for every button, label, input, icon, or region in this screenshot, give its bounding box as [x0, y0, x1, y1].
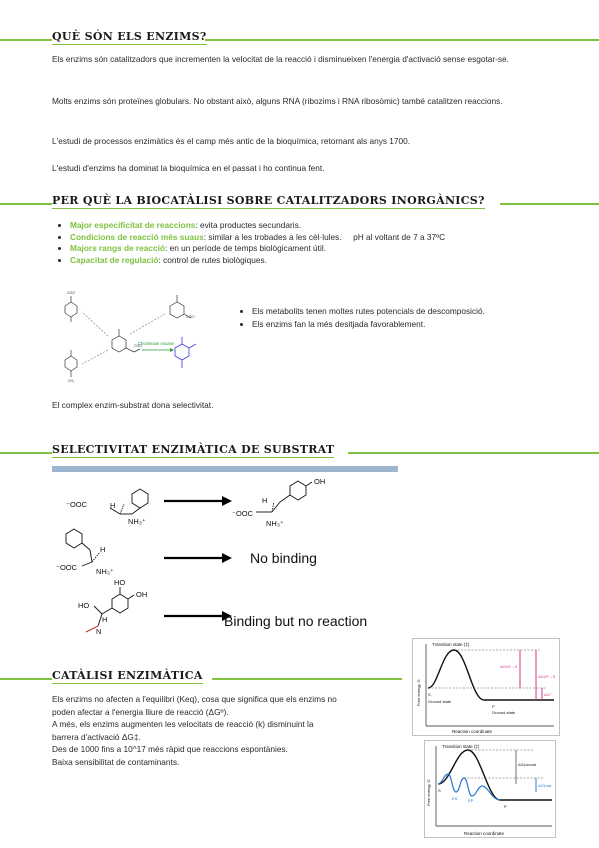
svg-text:OH: OH	[314, 477, 326, 486]
svg-text:HO: HO	[114, 578, 126, 587]
list-item: • Els metabolits tenen moltes rutes potencials de descomposició.	[252, 305, 582, 318]
svg-text:Transition state (‡): Transition state (‡)	[442, 744, 480, 749]
list-item: • Els enzims fan la més desitjada favorablement.	[252, 318, 582, 331]
list-item: • Majors rangs de reacció: en un període de temps biològicament útil.	[70, 243, 570, 255]
section-divider-2-right	[500, 203, 599, 205]
svg-text:Free energy, G: Free energy, G	[416, 679, 421, 706]
svg-text:NH₃⁺: NH₃⁺	[128, 517, 146, 526]
section-divider-1-right	[205, 39, 599, 41]
advantages-list	[56, 220, 570, 266]
list-item: • Major especificitat de reaccions: evita productes secundaris.	[70, 220, 570, 232]
svg-text:OH: OH	[136, 590, 148, 599]
paragraph-catalysis: Els enzims no afecten a l'equilibri (Keq), cosa que significa que els enzims no poden afectar a l'energia lliure de reacció (ΔGº). A més, els enzims augmenten les velocitats de reacció (k) disminuint la barrera d'activació ΔG‡. Des de 1000 fins a 10^17 més ràpid que reaccions espontànies. Baixa sensibilitat de contaminants.	[52, 694, 337, 767]
svg-text:S: S	[428, 692, 431, 697]
svg-text:H: H	[262, 496, 268, 505]
paragraph-history: L'estudi de processos enzimàtics és el camp més antic de la bioquímica, retornant als anys 1700.	[52, 136, 411, 146]
svg-text:N: N	[96, 627, 102, 636]
section-title-selectivitat: SELECTIVITAT ENZIMÀTICA DE SUBSTRAT	[52, 443, 335, 456]
svg-text:NH₃⁺: NH₃⁺	[96, 567, 114, 576]
section-divider-3-left	[0, 452, 52, 454]
svg-text:ΔG°: ΔG°	[544, 692, 552, 697]
svg-text:S: S	[438, 788, 441, 793]
paragraph-dominance: L'estudi d'enzims ha dominat la bioquímica en el passat i ho continua fent.	[52, 163, 325, 173]
svg-text:CH₃: CH₃	[68, 379, 75, 383]
section-divider-1-left	[0, 39, 52, 41]
svg-text:ΔG‡uncat: ΔG‡uncat	[518, 762, 536, 767]
svg-text:Ground state: Ground state	[492, 710, 516, 715]
section-title-enzims: QUÈ SÓN ELS ENZIMS?	[52, 30, 207, 43]
substrate-selectivity-figure	[52, 474, 398, 640]
section-divider-4-right	[212, 678, 402, 680]
section-divider-2-left	[0, 203, 52, 205]
svg-text:Ground state: Ground state	[428, 699, 452, 704]
energy-diagram-catalyzed	[424, 740, 556, 838]
svg-text:COO: COO	[67, 291, 75, 295]
svg-text:H: H	[110, 501, 116, 510]
energy-diagram-uncatalyzed	[412, 638, 560, 736]
svg-text:H: H	[102, 615, 108, 624]
svg-text:⁻OOC: ⁻OOC	[66, 500, 88, 509]
svg-text:EP: EP	[468, 798, 474, 803]
section-divider-4-left	[0, 678, 52, 680]
list-item: • Capacitat de regulació: control de rutes biològiques.	[70, 255, 570, 267]
no-binding-label: No binding	[250, 550, 317, 566]
svg-text:NH₃⁺: NH₃⁺	[266, 519, 284, 528]
paragraph-definition: Els enzims són catalitzadors que incrementen la velocitat de la reacció i disminueixen l'energia d'activació sense esgotar-se.	[52, 54, 509, 64]
svg-text:Free energy, G: Free energy, G	[426, 779, 431, 806]
chorismate-pathways-diagram	[50, 288, 230, 390]
svg-text:ES: ES	[452, 796, 458, 801]
section-divider-3-right	[348, 452, 599, 454]
svg-text:Reaction coordinate: Reaction coordinate	[464, 831, 505, 836]
svg-text:Chorismate mutase: Chorismate mutase	[137, 341, 175, 346]
svg-text:H: H	[100, 545, 106, 554]
svg-text:COO⁻: COO⁻	[186, 315, 196, 319]
svg-text:⁻OOC: ⁻OOC	[56, 563, 78, 572]
svg-text:ΔG‡P→S: ΔG‡P→S	[538, 674, 556, 679]
list-item: • Condicions de reacció més suaus: similar a les trobades a les cèl·lules. pH al voltant de 7 a 37ºC	[70, 232, 570, 244]
svg-text:Reaction coordinate: Reaction coordinate	[452, 729, 493, 734]
svg-text:ΔG‡cat: ΔG‡cat	[538, 783, 552, 788]
svg-text:COO: COO	[134, 344, 142, 348]
metabolite-notes-list	[238, 305, 582, 331]
section-title-catalisi: CATÀLISI ENZIMÀTICA	[52, 669, 203, 682]
binding-no-reaction-label: Binding but no reaction	[224, 613, 368, 629]
svg-text:⁻OOC: ⁻OOC	[232, 509, 254, 518]
paragraph-selectivity-note: El complex enzim-substrat dona selectivitat.	[52, 400, 214, 410]
svg-text:P: P	[492, 704, 495, 709]
svg-text:P: P	[504, 804, 507, 809]
section-title-biocatalisi: PER QUÈ LA BIOCATÀLISI SOBRE CATALITZADORS INORGÀNICS?	[52, 194, 485, 207]
paragraph-proteins: Molts enzims són proteïnes globulars. No obstant això, alguns RNA (ribozims i RNA ribosòmic) també catalitzen reaccions.	[52, 96, 503, 106]
selectivity-bar	[52, 466, 398, 472]
svg-text:ΔG‡S→X: ΔG‡S→X	[500, 664, 518, 669]
svg-text:Transition state (‡): Transition state (‡)	[432, 642, 470, 647]
svg-text:HO: HO	[78, 601, 90, 610]
